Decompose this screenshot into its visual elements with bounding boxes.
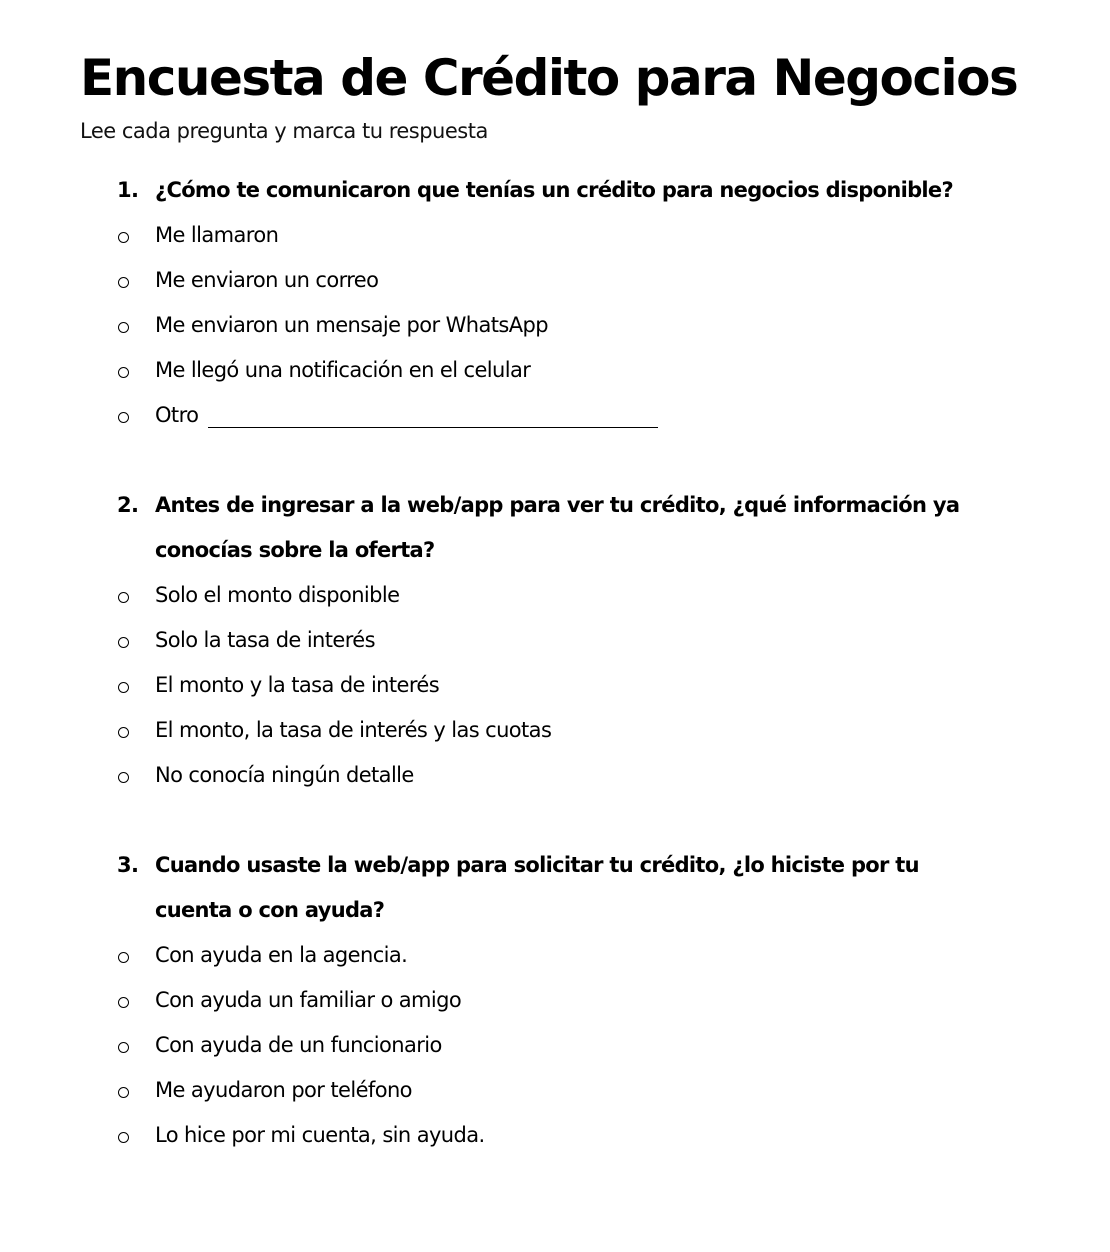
question-2 bbox=[80, 483, 1040, 798]
question-text: ¿Cómo te comunicaron que tenías un crédito para negocios disponible? bbox=[155, 178, 953, 202]
question-header bbox=[80, 843, 1040, 933]
radio-circle-icon[interactable] bbox=[118, 277, 129, 288]
question-number: 3. bbox=[117, 853, 139, 877]
survey-document bbox=[80, 40, 1040, 1203]
option-label: Solo el monto disponible bbox=[155, 583, 400, 607]
option-item[interactable] bbox=[80, 258, 1040, 303]
radio-circle-icon[interactable] bbox=[118, 1042, 129, 1053]
option-label: El monto, la tasa de interés y las cuotas bbox=[155, 718, 552, 742]
option-label: Me ayudaron por teléfono bbox=[155, 1078, 412, 1102]
option-item[interactable] bbox=[80, 303, 1040, 348]
option-item[interactable] bbox=[80, 213, 1040, 258]
radio-circle-icon[interactable] bbox=[118, 727, 129, 738]
option-label: Me llamaron bbox=[155, 223, 279, 247]
option-label: Otro bbox=[155, 403, 199, 427]
option-item[interactable] bbox=[80, 1068, 1040, 1113]
radio-circle-icon[interactable] bbox=[118, 367, 129, 378]
question-1 bbox=[80, 168, 1040, 438]
option-list bbox=[80, 573, 1040, 798]
question-text: Antes de ingresar a la web/app para ver tu crédito, ¿qué información ya conocías sobre la oferta? bbox=[155, 493, 960, 562]
radio-circle-icon[interactable] bbox=[118, 1087, 129, 1098]
option-label: El monto y la tasa de interés bbox=[155, 673, 440, 697]
option-label: Me enviaron un correo bbox=[155, 268, 379, 292]
question-header bbox=[80, 168, 1040, 213]
radio-circle-icon[interactable] bbox=[118, 232, 129, 243]
option-item[interactable] bbox=[80, 1023, 1040, 1068]
other-answer-blank[interactable] bbox=[208, 426, 658, 428]
option-label: Con ayuda un familiar o amigo bbox=[155, 988, 462, 1012]
option-item[interactable] bbox=[80, 753, 1040, 798]
option-item[interactable] bbox=[80, 933, 1040, 978]
radio-circle-icon[interactable] bbox=[118, 592, 129, 603]
question-number: 1. bbox=[117, 178, 139, 202]
radio-circle-icon[interactable] bbox=[118, 682, 129, 693]
option-item[interactable] bbox=[80, 1113, 1040, 1158]
radio-circle-icon[interactable] bbox=[118, 952, 129, 963]
option-label: No conocía ningún detalle bbox=[155, 763, 414, 787]
option-list bbox=[80, 213, 1040, 438]
option-item[interactable] bbox=[80, 573, 1040, 618]
question-list bbox=[80, 168, 1040, 1158]
option-item[interactable] bbox=[80, 348, 1040, 393]
radio-circle-icon[interactable] bbox=[118, 322, 129, 333]
option-list bbox=[80, 933, 1040, 1158]
option-item[interactable] bbox=[80, 708, 1040, 753]
radio-circle-icon[interactable] bbox=[118, 637, 129, 648]
option-label: Solo la tasa de interés bbox=[155, 628, 375, 652]
option-label: Me llegó una notificación en el celular bbox=[155, 358, 531, 382]
option-label: Lo hice por mi cuenta, sin ayuda. bbox=[155, 1123, 485, 1147]
radio-circle-icon[interactable] bbox=[118, 997, 129, 1008]
question-text: Cuando usaste la web/app para solicitar tu crédito, ¿lo hiciste por tu cuenta o con ayuda? bbox=[155, 853, 919, 922]
option-item[interactable] bbox=[80, 618, 1040, 663]
option-label: Con ayuda de un funcionario bbox=[155, 1033, 442, 1057]
option-label: Me enviaron un mensaje por WhatsApp bbox=[155, 313, 548, 337]
radio-circle-icon[interactable] bbox=[118, 412, 129, 423]
question-number: 2. bbox=[117, 493, 139, 517]
question-header bbox=[80, 483, 1040, 573]
page-subtitle: Lee cada pregunta y marca tu respuesta bbox=[80, 119, 488, 143]
option-label: Con ayuda en la agencia. bbox=[155, 943, 408, 967]
radio-circle-icon[interactable] bbox=[118, 772, 129, 783]
question-3 bbox=[80, 843, 1040, 1158]
page-title: Encuesta de Crédito para Negocios bbox=[80, 49, 1018, 107]
option-item[interactable] bbox=[80, 663, 1040, 708]
option-item[interactable] bbox=[80, 978, 1040, 1023]
radio-circle-icon[interactable] bbox=[118, 1132, 129, 1143]
option-item-other[interactable] bbox=[80, 393, 1040, 438]
